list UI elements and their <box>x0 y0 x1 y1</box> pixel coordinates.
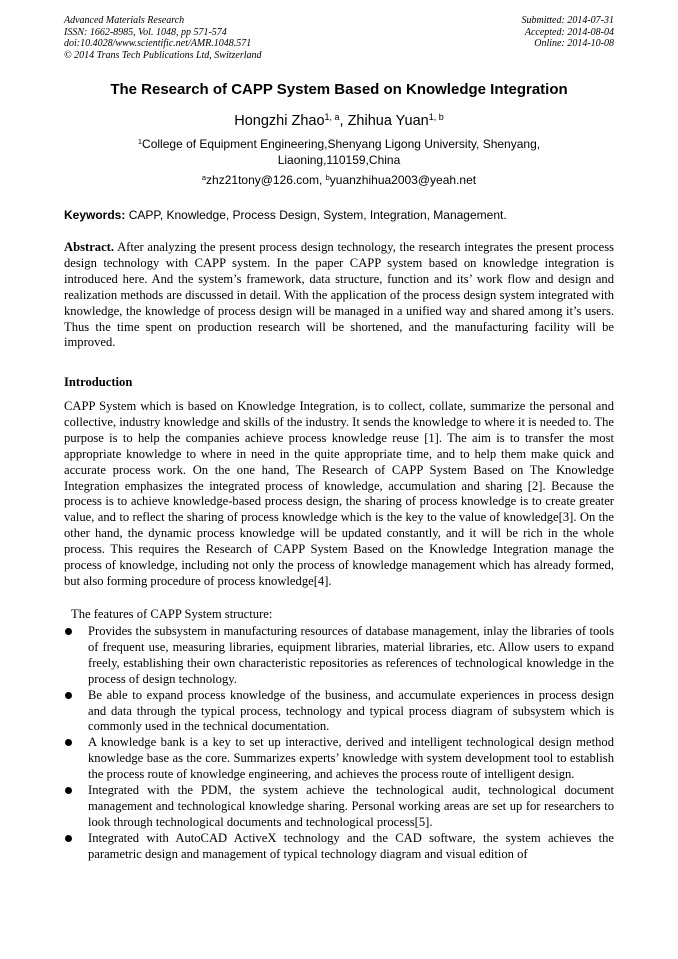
email-line <box>0 173 678 187</box>
list-item <box>64 624 614 688</box>
section-heading-introduction: Introduction <box>64 375 133 389</box>
email-address: zhz21tony@126.com <box>206 173 319 187</box>
author-name: Zhihua Yuan <box>347 113 429 129</box>
list-item <box>64 783 614 831</box>
accepted-date: Accepted: 2014-08-04 <box>524 26 614 38</box>
bullet-icon <box>65 787 72 794</box>
bullet-icon <box>65 692 72 699</box>
email-address: yuanzhihua2003@yeah.net <box>329 173 477 187</box>
online-date: Online: 2014-10-08 <box>534 38 614 49</box>
keywords <box>64 208 614 222</box>
list-item-text: Provides the subsystem in manufacturing resources of database management, inlay the libraries of tools of frequent use, measuring libraries, equipment libraries, material libraries, etc. Allow users to expand freely, establishing their own characteristic repositories as references of technological knowledge in the process of design technology. <box>88 624 614 686</box>
abstract-text: After analyzing the present process design technology, the research integrates the present process design technology with CAPP system. In the paper CAPP system based on knowledge integration is introduced here. And the system’s framework, data structure, function and its’ work flow and design and realization methods are discussed in detail. With the application of the process design system integrated with knowledge, the knowledge of process design will be managed in a unified way and shared among it’s users. Thus the time spent on production research will be shortened, and the manufacturing facility will be improved. <box>64 240 614 350</box>
keywords-label: Keywords: <box>64 208 126 222</box>
email-mark: b <box>325 172 330 182</box>
author-line <box>0 113 678 129</box>
features-lead: The features of CAPP System structure: <box>71 607 273 621</box>
features-list <box>64 624 614 863</box>
list-item-text: A knowledge bank is a key to set up interactive, derived and intelligent technological design method knowledge base as the core. Summarizes experts’ knowledge with system development tool to establish the process route of knowledge engineering, and achieves the process route of intelligent design. <box>88 735 614 782</box>
list-item <box>64 735 614 783</box>
list-item-text: Be able to expand process knowledge of the business, and accumulate experiences in process design and data through the typical process, technology and typical process diagram of subsystem which is commonly used in the technical documentation. <box>88 687 614 734</box>
journal-name: Advanced Materials Research <box>64 15 185 26</box>
bullet-icon <box>65 739 72 746</box>
keywords-text: CAPP, Knowledge, Process Design, System, Integration, Management. <box>125 208 507 222</box>
affiliation <box>120 137 558 168</box>
email-mark: a <box>201 172 207 182</box>
introduction-paragraph: CAPP System which is based on Knowledge Integration, is to collect, collate, summarize the personal and collective, industry knowledge and skills of the industry. It sends the knowledge to where it is needed to. The purpose is to help the companies achieve process knowledge reuse [1]. The aim is to transfer the most appropriate knowledge to where in need in the quite appropriate time, and to help them make quick and accurate process work. On the one hand, The Research of CAPP System Based on The Knowledge Integration emphasizes the integrated process of knowledge, accumulation and sharing [2]. Because the process is to achieve knowledge-based process design, the sharing of process knowledge is to create greater value, and to reflect the sharing of process knowledge which is the key to the value of knowledge[3]. On the other hand, the dynamic process knowledge will be updated constantly, and it will be rich in the whole process. This requires the Research of CAPP System Based on the Knowledge Integration manage the process of knowledge, including not only the process of knowledge management which has already formed, but also forming procedure of process knowledge[4]. <box>64 399 614 588</box>
bullet-icon <box>65 628 72 635</box>
author-name: Hongzhi Zhao <box>234 113 325 129</box>
author-separator: , <box>339 113 348 129</box>
copyright-line: © 2014 Trans Tech Publications Ltd, Switzerland <box>64 49 262 61</box>
list-item <box>64 688 614 736</box>
author-affiliation-mark: 1, b <box>428 112 444 123</box>
bullet-icon <box>65 835 72 842</box>
paper-title: The Research of CAPP System Based on Knowledge Integration <box>110 81 568 98</box>
affiliation-mark: 1 <box>137 136 143 146</box>
abstract <box>64 240 614 351</box>
affiliation-text: College of Equipment Engineering,Shenyang Ligong University, Shenyang, Liaoning,110159,China <box>142 137 541 167</box>
list-item-text: Integrated with the PDM, the system achieve the technological audit, technological document management and technological knowledge sharing. Personal working areas are set up for researchers to look through technological documents and technological process[5]. <box>88 783 614 829</box>
author-affiliation-mark: 1, a <box>324 112 340 123</box>
submitted-date: Submitted: 2014-07-31 <box>521 15 614 26</box>
issn-line: ISSN: 1662-8985, Vol. 1048, pp 571-574 <box>64 26 227 38</box>
email-separator: , <box>318 173 326 187</box>
journal-info <box>64 15 262 61</box>
list-item-text: Integrated with AutoCAD ActiveX technology and the CAD software, the system achieves the parametric design and management of typical technology diagram and visual edition of <box>88 830 614 861</box>
list-item <box>64 831 614 863</box>
publication-dates <box>522 15 615 50</box>
abstract-label: Abstract. <box>64 240 115 254</box>
doi-line: doi:10.4028/www.scientific.net/AMR.1048.571 <box>64 38 252 49</box>
